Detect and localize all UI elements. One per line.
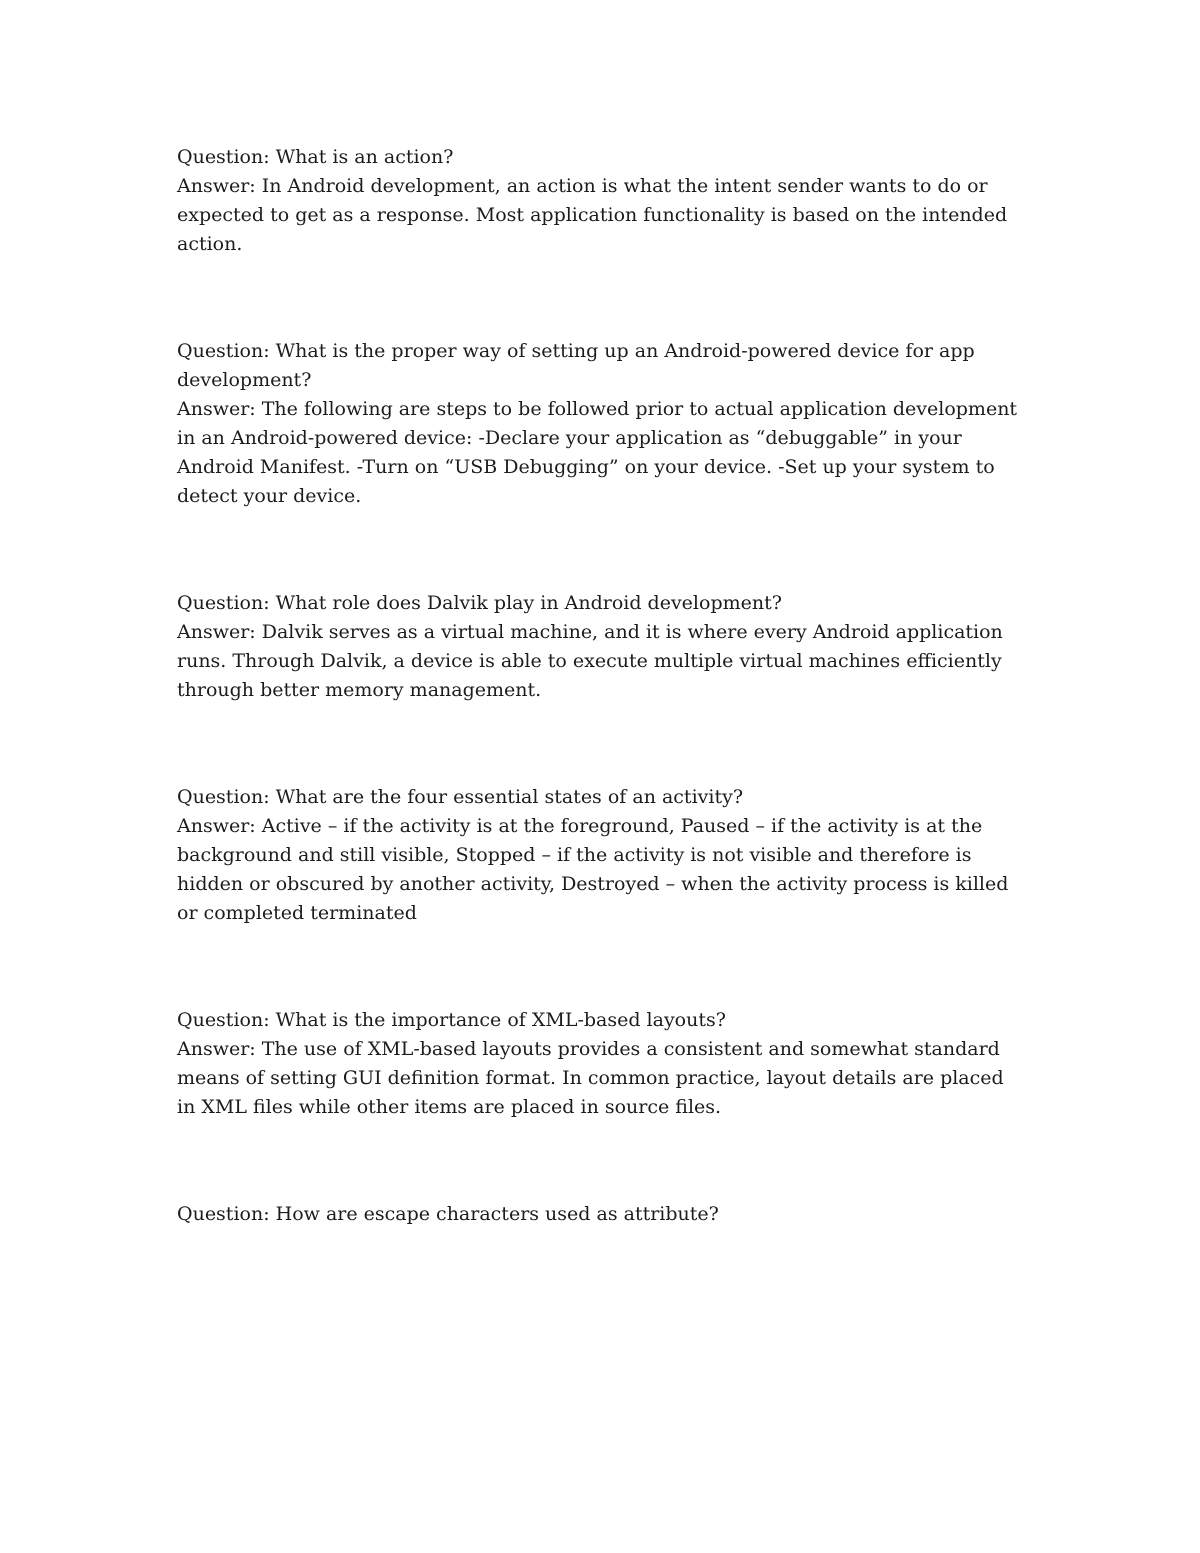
question-text: Question: What is the proper way of setting up an Android-powered device for app development? (177, 340, 975, 391)
section-spacer (177, 511, 1027, 589)
question-text: Question: What is an action? (177, 146, 454, 168)
answer-text: Answer: In Android development, an action is what the intent sender wants to do or expected to get as a response. Most application functionality is based on the intended action. (177, 175, 1008, 255)
answer-text: Answer: Active – if the activity is at the foreground, Paused – if the activity is at the background and still visible, Stopped – if the activity is not visible and therefore is hidden or obscured by another activity, Destroyed – when the activity process is killed or completed terminated (177, 815, 1009, 924)
answer-text: Answer: The following are steps to be followed prior to actual application development in an Android-powered device: -Declare your application as “debuggable” in your Android Manifest. -Turn on “USB Debugging” on your device. -Set up your system to detect your device. (177, 398, 1018, 507)
section-spacer (177, 705, 1027, 783)
section-spacer (177, 259, 1027, 337)
answer-text: Answer: Dalvik serves as a virtual machine, and it is where every Android application runs. Through Dalvik, a device is able to execute multiple virtual machines efficiently through better memory management. (177, 621, 1003, 701)
question-text: Question: What are the four essential states of an activity? (177, 786, 744, 808)
qa-item-action (177, 143, 1027, 259)
document-body (177, 143, 1027, 1229)
qa-item-device-setup (177, 337, 1027, 511)
answer-text: Answer: The use of XML-based layouts provides a consistent and somewhat standard means of setting GUI definition format. In common practice, layout details are placed in XML files while other items are placed in source files. (177, 1038, 1004, 1118)
qa-item-activity-states (177, 783, 1027, 928)
qa-item-escape-characters (177, 1200, 1027, 1229)
section-spacer (177, 1122, 1027, 1200)
section-spacer (177, 928, 1027, 1006)
qa-item-dalvik (177, 589, 1027, 705)
question-text: Question: What is the importance of XML-based layouts? (177, 1009, 726, 1031)
qa-item-xml-layouts (177, 1006, 1027, 1122)
question-text: Question: How are escape characters used as attribute? (177, 1203, 719, 1225)
question-text: Question: What role does Dalvik play in Android development? (177, 592, 782, 614)
